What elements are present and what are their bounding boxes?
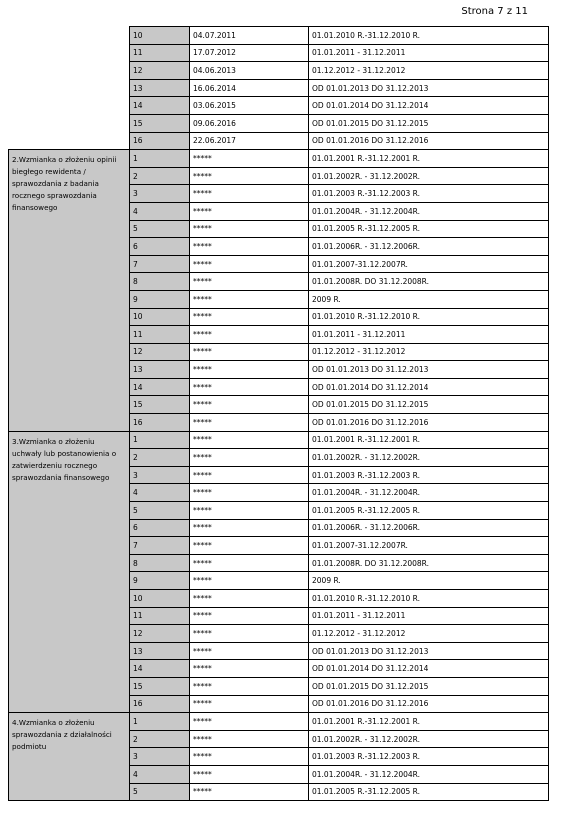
filing-date: 16.06.2014 [190,79,309,97]
entry-number: 12 [130,343,190,361]
entry-number: 3 [130,748,190,766]
entry-number: 10 [130,308,190,326]
entry-number: 4 [130,202,190,220]
reporting-period: 01.01.2002R. - 31.12.2002R. [309,730,549,748]
reporting-period: 01.01.2006R. - 31.12.2006R. [309,238,549,256]
entry-number: 8 [130,554,190,572]
entry-number: 11 [130,326,190,344]
filing-date: ***** [190,396,309,414]
reporting-period: OD 01.01.2013 DO 31.12.2013 [309,79,549,97]
filing-date: ***** [190,326,309,344]
reporting-period: 01.01.2010 R.-31.12.2010 R. [309,308,549,326]
entry-number: 16 [130,414,190,432]
entry-number: 10 [130,590,190,608]
entry-number: 2 [130,449,190,467]
reporting-period: 01.01.2003 R.-31.12.2003 R. [309,748,549,766]
entry-number: 5 [130,783,190,801]
filing-date: ***** [190,590,309,608]
entry-number: 6 [130,238,190,256]
reporting-period: 01.01.2005 R.-31.12.2005 R. [309,783,549,801]
filing-date: ***** [190,660,309,678]
table-row [9,150,549,168]
entry-number: 11 [130,607,190,625]
filing-date: ***** [190,765,309,783]
reporting-period: 01.01.2001 R.-31.12.2001 R. [309,431,549,449]
entry-number: 12 [130,62,190,80]
reporting-period: 01.01.2004R. - 31.12.2004R. [309,202,549,220]
reporting-period: OD 01.01.2015 DO 31.12.2015 [309,114,549,132]
filing-date: ***** [190,167,309,185]
reporting-period: OD 01.01.2016 DO 31.12.2016 [309,414,549,432]
reporting-period: 2009 R. [309,572,549,590]
page-number: Strona 7 z 11 [461,6,528,17]
reporting-period: OD 01.01.2014 DO 31.12.2014 [309,378,549,396]
reporting-period: 01.01.2008R. DO 31.12.2008R. [309,273,549,291]
entry-number: 15 [130,677,190,695]
table-row [9,27,549,45]
filing-date: ***** [190,519,309,537]
reporting-period: OD 01.01.2016 DO 31.12.2016 [309,132,549,150]
reporting-period: OD 01.01.2014 DO 31.12.2014 [309,97,549,115]
reporting-period: 01.01.2005 R.-31.12.2005 R. [309,220,549,238]
reporting-period: 01.01.2003 R.-31.12.2003 R. [309,185,549,203]
filing-date: ***** [190,431,309,449]
reporting-period: 01.01.2010 R.-31.12.2010 R. [309,27,549,45]
reporting-period: 01.01.2003 R.-31.12.2003 R. [309,466,549,484]
entry-number: 4 [130,765,190,783]
section-label: 4.Wzmianka o złożeniu sprawozdania z działalności podmiotu [9,713,130,801]
entry-number: 7 [130,537,190,555]
filing-date: 04.07.2011 [190,27,309,45]
filing-date: 09.06.2016 [190,114,309,132]
filing-date: ***** [190,378,309,396]
reporting-period: 01.01.2001 R.-31.12.2001 R. [309,150,549,168]
reporting-period: 01.01.2010 R.-31.12.2010 R. [309,590,549,608]
reporting-period: OD 01.01.2015 DO 31.12.2015 [309,677,549,695]
filing-date: 17.07.2012 [190,44,309,62]
reporting-period: 01.01.2011 - 31.12.2011 [309,44,549,62]
filing-date: ***** [190,625,309,643]
filing-date: ***** [190,484,309,502]
filing-date: ***** [190,554,309,572]
filing-date: ***** [190,537,309,555]
entry-number: 2 [130,167,190,185]
filing-date: 04.06.2013 [190,62,309,80]
reporting-period: 01.01.2008R. DO 31.12.2008R. [309,554,549,572]
filing-date: ***** [190,255,309,273]
entry-number: 9 [130,572,190,590]
reporting-period: OD 01.01.2014 DO 31.12.2014 [309,660,549,678]
filing-date: ***** [190,238,309,256]
filing-date: ***** [190,695,309,713]
filing-date: ***** [190,414,309,432]
reporting-period: 01.01.2002R. - 31.12.2002R. [309,449,549,467]
entry-number: 7 [130,255,190,273]
section-label: 2.Wzmianka o złożeniu opinii biegłego rewidenta / sprawozdania z badania rocznego sprawozdania finansowego [9,150,130,432]
entry-number: 14 [130,378,190,396]
filing-date: ***** [190,185,309,203]
reporting-period: 2009 R. [309,290,549,308]
reporting-period: OD 01.01.2015 DO 31.12.2015 [309,396,549,414]
reporting-period: 01.01.2004R. - 31.12.2004R. [309,484,549,502]
entry-number: 11 [130,44,190,62]
entry-number: 5 [130,220,190,238]
entry-number: 16 [130,132,190,150]
entry-number: 6 [130,519,190,537]
filing-date: ***** [190,713,309,731]
entry-number: 15 [130,396,190,414]
section-label [9,27,130,150]
entry-number: 3 [130,466,190,484]
filing-date: ***** [190,466,309,484]
reporting-period: 01.12.2012 - 31.12.2012 [309,625,549,643]
filing-date: ***** [190,273,309,291]
entry-number: 1 [130,150,190,168]
filing-date: ***** [190,361,309,379]
entry-number: 3 [130,185,190,203]
entry-number: 9 [130,290,190,308]
reporting-period: 01.01.2011 - 31.12.2011 [309,326,549,344]
entry-number: 4 [130,484,190,502]
filing-date: ***** [190,748,309,766]
filing-date: ***** [190,730,309,748]
entry-number: 13 [130,642,190,660]
reporting-period: 01.01.2011 - 31.12.2011 [309,607,549,625]
table-row [9,431,549,449]
entry-number: 5 [130,502,190,520]
table-row [9,713,549,731]
filing-date: ***** [190,572,309,590]
filing-date: ***** [190,502,309,520]
section-label: 3.Wzmianka o złożeniu uchwały lub postanowienia o zatwierdzeniu rocznego sprawozdania finansowego [9,431,130,713]
filing-date: 03.06.2015 [190,97,309,115]
filing-date: ***** [190,308,309,326]
filing-date: ***** [190,343,309,361]
reporting-period: OD 01.01.2013 DO 31.12.2013 [309,361,549,379]
reporting-period: 01.01.2006R. - 31.12.2006R. [309,519,549,537]
filing-date: ***** [190,220,309,238]
filing-date: 22.06.2017 [190,132,309,150]
entry-number: 15 [130,114,190,132]
entry-number: 12 [130,625,190,643]
entry-number: 2 [130,730,190,748]
entry-number: 14 [130,660,190,678]
filing-date: ***** [190,150,309,168]
reporting-period: OD 01.01.2016 DO 31.12.2016 [309,695,549,713]
reporting-period: 01.01.2007-31.12.2007R. [309,255,549,273]
reporting-period: 01.01.2004R. - 31.12.2004R. [309,765,549,783]
entry-number: 13 [130,79,190,97]
filing-date: ***** [190,783,309,801]
filing-date: ***** [190,677,309,695]
reporting-period: OD 01.01.2013 DO 31.12.2013 [309,642,549,660]
filing-date: ***** [190,642,309,660]
reporting-period: 01.01.2005 R.-31.12.2005 R. [309,502,549,520]
entry-number: 16 [130,695,190,713]
reporting-period: 01.12.2012 - 31.12.2012 [309,343,549,361]
filing-date: ***** [190,202,309,220]
entry-number: 13 [130,361,190,379]
filing-date: ***** [190,290,309,308]
reporting-period: 01.12.2012 - 31.12.2012 [309,62,549,80]
reporting-period: 01.01.2007-31.12.2007R. [309,537,549,555]
register-table [8,26,549,801]
entry-number: 1 [130,431,190,449]
entry-number: 14 [130,97,190,115]
entry-number: 8 [130,273,190,291]
filing-date: ***** [190,449,309,467]
entry-number: 1 [130,713,190,731]
reporting-period: 01.01.2001 R.-31.12.2001 R. [309,713,549,731]
entry-number: 10 [130,27,190,45]
filing-date: ***** [190,607,309,625]
reporting-period: 01.01.2002R. - 31.12.2002R. [309,167,549,185]
